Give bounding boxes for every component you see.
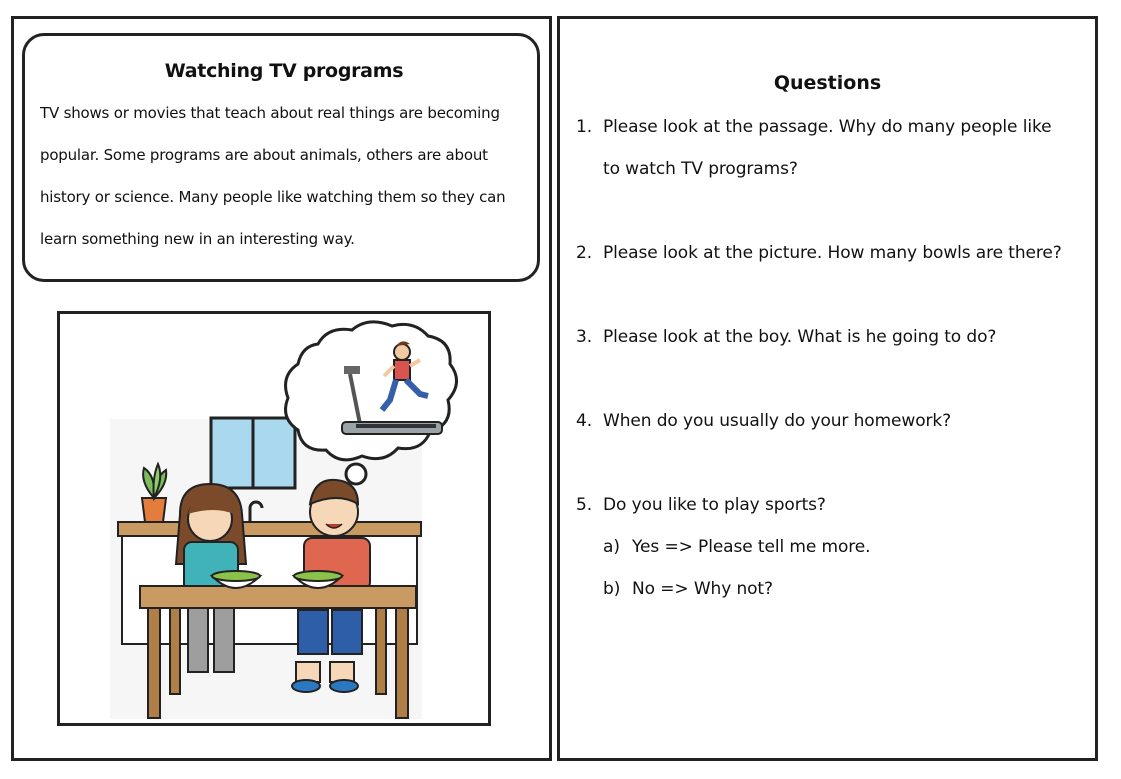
question-number: 3. (576, 327, 593, 347)
question-number: 1. (576, 117, 593, 137)
question-number: 4. (576, 411, 593, 431)
question-number: 5. (576, 495, 593, 515)
question-text: Please look at the picture. How many bowls are there? (603, 243, 1062, 263)
question-text: to watch TV programs? (603, 159, 798, 179)
option-text: Yes => Please tell me more. (632, 537, 871, 557)
option-label: b) (603, 579, 621, 599)
passage-line: popular. Some programs are about animals, others are about (40, 146, 488, 164)
passage-box (22, 33, 540, 282)
passage-line: learn something new in an interesting way. (40, 230, 355, 248)
picture-frame (57, 311, 491, 726)
passage-line: TV shows or movies that teach about real things are becoming (40, 104, 500, 122)
option-label: a) (603, 537, 620, 557)
passage-title: Watching TV programs (164, 60, 404, 82)
questions-heading: Questions (773, 72, 882, 94)
window-icon (211, 418, 295, 488)
dining-scene-illustration (60, 314, 488, 723)
question-text: Do you like to play sports? (603, 495, 826, 515)
passage-line: history or science. Many people like watching them so they can (40, 188, 506, 206)
question-text: Please look at the boy. What is he going to do? (603, 327, 997, 347)
option-text: No => Why not? (632, 579, 773, 599)
question-text: Please look at the passage. Why do many people like (603, 117, 1052, 137)
question-number: 2. (576, 243, 593, 263)
question-text: When do you usually do your homework? (603, 411, 952, 431)
